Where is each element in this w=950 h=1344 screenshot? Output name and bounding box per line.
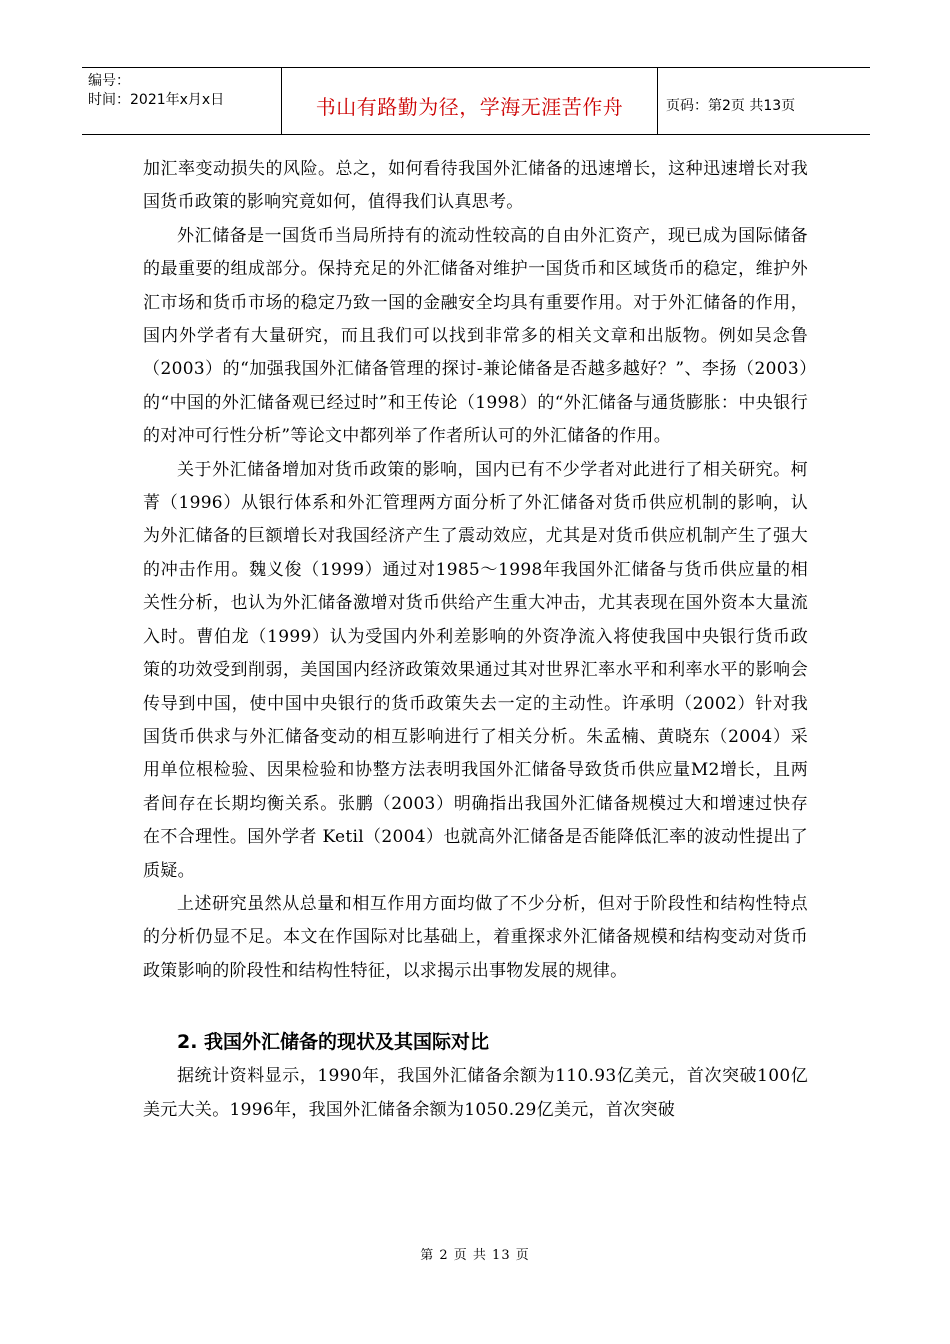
document-date-label: 时间：2021年x月x日 bbox=[88, 92, 225, 108]
paragraph: 据统计资料显示，1990年，我国外汇储备余额为110.93亿美元，首次突破100亿美元大关。1996年，我国外汇储备余额为1050.29亿美元，首次突破 bbox=[143, 1066, 808, 1120]
page-footer: 第 2 页 共 13 页 bbox=[420, 1248, 530, 1263]
header-motto: 书山有路勤为径，学海无涯苦作舟 bbox=[282, 68, 658, 134]
header-meta bbox=[82, 68, 282, 134]
document-body bbox=[143, 153, 808, 1127]
page-header bbox=[82, 67, 870, 135]
paragraph: 外汇储备是一国货币当局所持有的流动性较高的自由外汇资产，现已成为国际储备的最重要的组成部分。保持充足的外汇储备对维护一国货币和区域货币的稳定，维护外汇市场和货币市场的稳定乃致一国的金融安全均具有重要作用。对于外汇储备的作用，国内外学者有大量研究，而且我们可以找到非常多的相关文章和出版物。例如吴念鲁（2003）的“加强我国外汇储备管理的探讨-兼论储备是否越多越好？”、李扬（2003）的“中国的外汇储备观已经过时”和王传论（1998）的“外汇储备与通货膨胀：中央银行的对冲可行性分析”等论文中都列举了作者所认可的外汇储备的作用。 bbox=[143, 225, 808, 447]
header-page-info: 页码：第2页 共13页 bbox=[666, 98, 796, 114]
paragraph: 关于外汇储备增加对货币政策的影响，国内已有不少学者对此进行了相关研究。柯菁（1996）从银行体系和外汇管理两方面分析了外汇储备对货币供应机制的影响，认为外汇储备的巨额增长对我国经济产生了震动效应，尤其是对货币供应机制产生了强大的冲击作用。魏义俊（1999）通过对1985～1998年我国外汇储备与货币供应量的相关性分析，也认为外汇储备激增对货币供给产生重大冲击，尤其表现在国外资本大量流入时。曹伯龙（1999）认为受国内外利差影响的外资净流入将使我国中央银行货币政策的功效受到削弱，美国国内经济政策效果通过其对世界汇率水平和利率水平的影响会传导到中国，使中国中央银行的货币政策失去一定的主动性。许承明（2002）针对我国货币供求与外汇储备变动的相互影响进行了相关分析。朱孟楠、黄晓东（2004）采用单位根检验、因果检验和协整方法表明我国外汇储备导致货币供应量M2增长，且两者间存在长期均衡关系。张鹏（2003）明确指出我国外汇储备规模过大和增速过快存在不合理性。国外学者 Ketil（2004）也就高外汇储备是否能降低汇率的波动性提出了质疑。 bbox=[143, 459, 808, 881]
paragraph: 加汇率变动损失的风险。总之，如何看待我国外汇储备的迅速增长，这种迅速增长对我国货币政策的影响究竟如何，值得我们认真思考。 bbox=[143, 159, 808, 213]
section-title: 2. 我国外汇储备的现状及其国际对比 bbox=[177, 1031, 490, 1054]
document-number-label: 编号： bbox=[88, 73, 130, 89]
paragraph: 上述研究虽然从总量和相互作用方面均做了不少分析，但对于阶段性和结构性特点的分析仍显不足。本文在作国际对比基础上，着重探求外汇储备规模和结构变动对货币政策影响的阶段性和结构性特征，以求揭示出事物发展的规律。 bbox=[143, 893, 808, 981]
